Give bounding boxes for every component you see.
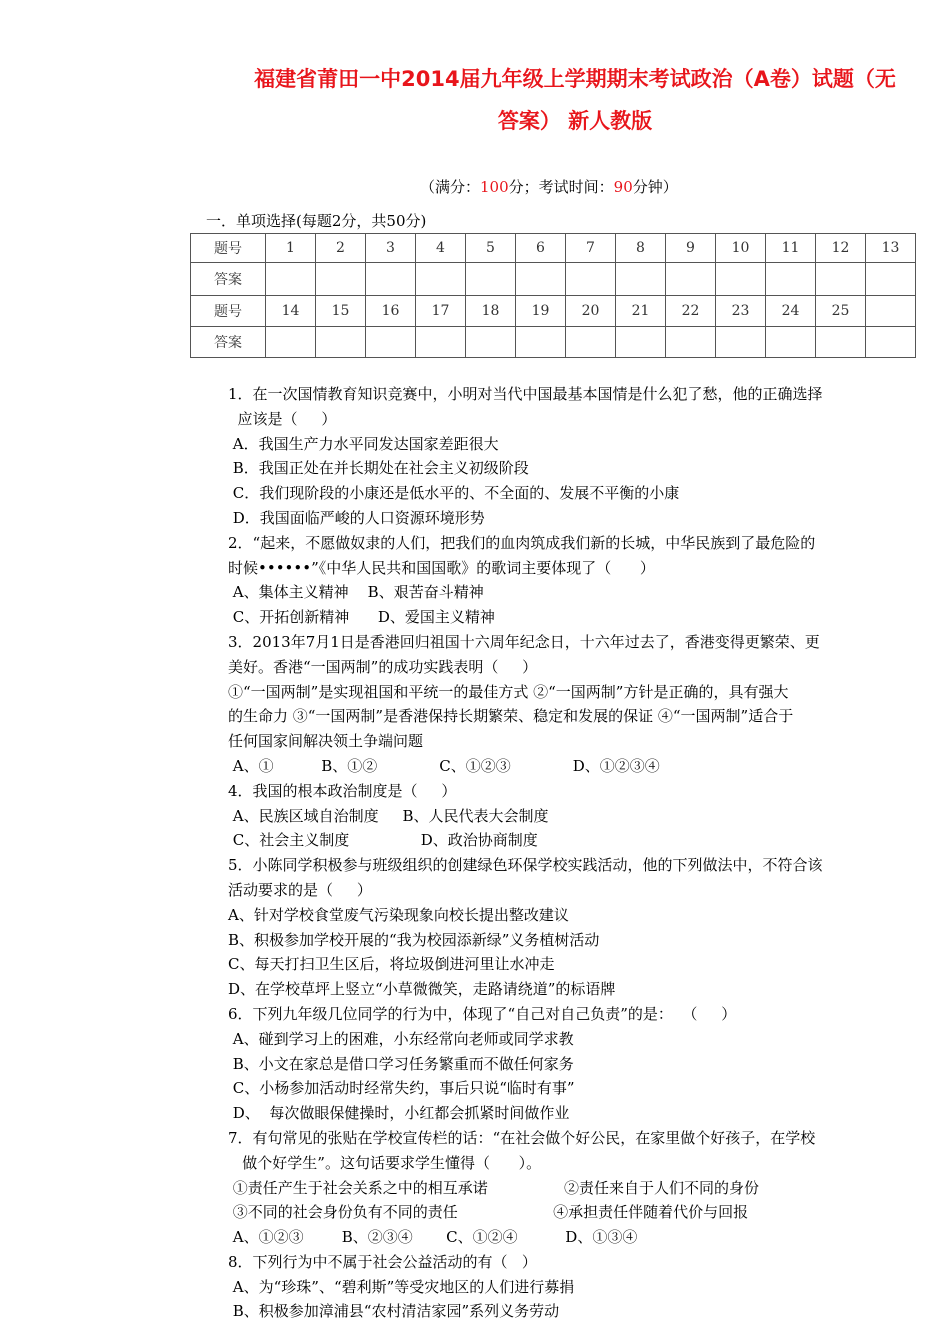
- question-line: B、积极参加漳浦县“农村清洁家园”系列义务劳动: [228, 1302, 560, 1321]
- question-line: 7．有句常见的张贴在学校宣传栏的话：“在社会做个好公民，在家里做个好孩子，在学校: [228, 1128, 816, 1147]
- question-line: ①责任产生于社会关系之中的相互承诺 ②责任来自于人们不同的身份: [228, 1178, 760, 1197]
- exam-time: 90: [613, 178, 633, 196]
- score-mid: 分；考试时间：: [508, 178, 614, 196]
- question-line: A、集体主义精神 B、艰苦奋斗精神: [228, 583, 484, 602]
- question-line: 8．下列行为中不属于社会公益活动的有（ ）: [228, 1252, 537, 1271]
- table-cell: [566, 327, 616, 358]
- table-cell: [866, 327, 916, 358]
- table-cell: 9: [666, 234, 716, 263]
- table-header-cell: 题号: [191, 234, 266, 263]
- table-cell: [766, 327, 816, 358]
- table-header-cell: 答案: [191, 327, 266, 358]
- table-cell: [366, 327, 416, 358]
- table-cell: [366, 263, 416, 296]
- question-line: ①“一国两制”是实现祖国和平统一的最佳方式 ②“一国两制”方针是正确的，具有强大: [228, 682, 789, 701]
- question-line: B、小文在家总是借口学习任务繁重而不做任何家务: [228, 1054, 574, 1073]
- table-cell: 16: [366, 296, 416, 327]
- question-line: D．我国面临严峻的人口资源环境形势: [228, 508, 485, 527]
- table-cell: [716, 263, 766, 296]
- score-info: [420, 176, 678, 197]
- table-cell: 12: [816, 234, 866, 263]
- question-line: A．我国生产力水平同发达国家差距很大: [228, 434, 499, 453]
- question-line: 6．下列九年级几位同学的行为中，体现了“自己对自己负责”的是： （ ）: [228, 1004, 737, 1023]
- table-cell: [766, 263, 816, 296]
- table-header-cell: 答案: [191, 263, 266, 296]
- table-cell: [816, 263, 866, 296]
- answer-row: [191, 263, 916, 296]
- question-line: 的生命力 ③“一国两制”是香港保持长期繁荣、稳定和发展的保证 ④“一国两制”适合于: [228, 707, 794, 726]
- table-cell: [266, 263, 316, 296]
- table-cell: [516, 327, 566, 358]
- table-cell: [466, 263, 516, 296]
- table-cell: [416, 327, 466, 358]
- table-cell: 20: [566, 296, 616, 327]
- question-line: A、针对学校食堂废气污染现象向校长提出整改建议: [228, 905, 569, 924]
- table-cell: [316, 327, 366, 358]
- table-cell: 25: [816, 296, 866, 327]
- table-cell: [316, 263, 366, 296]
- question-line: C．我们现阶段的小康还是低水平的、不全面的、发展不平衡的小康: [228, 484, 680, 503]
- answer-row: [191, 327, 916, 358]
- question-line: 任何国家间解决领土争端问题: [228, 732, 424, 751]
- table-cell: 22: [666, 296, 716, 327]
- question-line: 2．“起来，不愿做奴隶的人们，把我们的血肉筑成我们新的长城，中华民族到了最危险的: [228, 533, 816, 552]
- table-cell: 15: [316, 296, 366, 327]
- table-cell: [466, 327, 516, 358]
- table-cell: 3: [366, 234, 416, 263]
- question-line: 时候••••••”《中华人民共和国国歌》的歌词主要体现了（ ）: [228, 558, 655, 577]
- question-line: C、社会主义制度 D、政治协商制度: [228, 831, 538, 850]
- table-cell: 24: [766, 296, 816, 327]
- table-cell: [666, 263, 716, 296]
- question-line: 3．2013年7月1日是香港回归祖国十六周年纪念日，十六年过去了，香港变得更繁荣、更: [228, 632, 820, 651]
- table-cell: 23: [716, 296, 766, 327]
- answer-table: [190, 233, 916, 358]
- title-line-1: 福建省莆田一中2014届九年级上学期期末考试政治（A卷）试题（无: [254, 67, 896, 91]
- table-cell: [516, 263, 566, 296]
- table-cell: 14: [266, 296, 316, 327]
- table-cell: [866, 263, 916, 296]
- question-number-row: [191, 234, 916, 263]
- table-cell: [866, 296, 916, 327]
- table-cell: [616, 263, 666, 296]
- question-number-row: [191, 296, 916, 327]
- question-line: 应该是（ ）: [228, 409, 337, 428]
- table-cell: 5: [466, 234, 516, 263]
- question-line: 5．小陈同学积极参与班级组织的创建绿色环保学校实践活动，他的下列做法中，不符合该: [228, 856, 823, 875]
- question-body: [228, 382, 908, 1324]
- full-score: 100: [480, 178, 509, 196]
- question-line: A、碰到学习上的困难，小东经常向老师或同学求教: [228, 1029, 574, 1048]
- table-cell: 17: [416, 296, 466, 327]
- question-line: 4．我国的根本政治制度是（ ）: [228, 781, 457, 800]
- table-cell: 13: [866, 234, 916, 263]
- question-line: 1．在一次国情教育知识竞赛中，小明对当代中国最基本国情是什么犯了愁，他的正确选择: [228, 385, 823, 403]
- question-line: A、为“珍珠”、“碧利斯”等受灾地区的人们进行募捐: [228, 1277, 575, 1296]
- question-line: D、在学校草坪上竖立“小草微微笑，走路请绕道”的标语牌: [228, 980, 616, 999]
- question-line: C、小杨参加活动时经常失约，事后只说“临时有事”: [228, 1079, 575, 1098]
- table-cell: 8: [616, 234, 666, 263]
- question-line: B．我国正处在并长期处在社会主义初级阶段: [228, 459, 529, 478]
- title-line-2: 答案） 新人教版: [497, 109, 653, 133]
- table-cell: [266, 327, 316, 358]
- question-line: A、① B、①② C、①②③ D、①②③④: [228, 756, 660, 775]
- question-line: C、每天打扫卫生区后，将垃圾倒进河里让水冲走: [228, 955, 555, 974]
- table-cell: [666, 327, 716, 358]
- question-line: 活动要求的是（ ）: [228, 880, 372, 899]
- section-title: 一．单项选择(每题2分，共50分): [206, 212, 427, 230]
- document-title: [230, 58, 920, 142]
- question-line: D、 每次做眼保健操时，小红都会抓紧时间做作业: [228, 1104, 570, 1123]
- question-line: B、积极参加学校开展的“我为校园添新绿”义务植树活动: [228, 930, 600, 949]
- score-prefix: （满分：: [420, 178, 481, 196]
- table-cell: [616, 327, 666, 358]
- question-line: 美好。香港“一国两制”的成功实践表明（ ）: [228, 657, 538, 676]
- table-cell: 1: [266, 234, 316, 263]
- table-cell: 10: [716, 234, 766, 263]
- question-line: 做个好学生”。这句话要求学生懂得（ ）。: [228, 1153, 542, 1172]
- table-cell: 4: [416, 234, 466, 263]
- question-line: A、民族区域自治制度 B、人民代表大会制度: [228, 806, 549, 825]
- question-line: A、①②③ B、②③④ C、①②④ D、①③④: [228, 1228, 638, 1247]
- question-line: ③不同的社会身份负有不同的责任 ④承担责任伴随着代价与回报: [228, 1203, 749, 1222]
- score-suffix: 分钟）: [632, 178, 678, 196]
- question-line: C、开拓创新精神 D、爱国主义精神: [228, 608, 495, 627]
- table-cell: 21: [616, 296, 666, 327]
- table-cell: [716, 327, 766, 358]
- table-cell: 11: [766, 234, 816, 263]
- table-cell: 2: [316, 234, 366, 263]
- table-header-cell: 题号: [191, 296, 266, 327]
- table-cell: 18: [466, 296, 516, 327]
- table-cell: 19: [516, 296, 566, 327]
- table-cell: 7: [566, 234, 616, 263]
- table-cell: 6: [516, 234, 566, 263]
- table-cell: [416, 263, 466, 296]
- table-cell: [566, 263, 616, 296]
- table-cell: [816, 327, 866, 358]
